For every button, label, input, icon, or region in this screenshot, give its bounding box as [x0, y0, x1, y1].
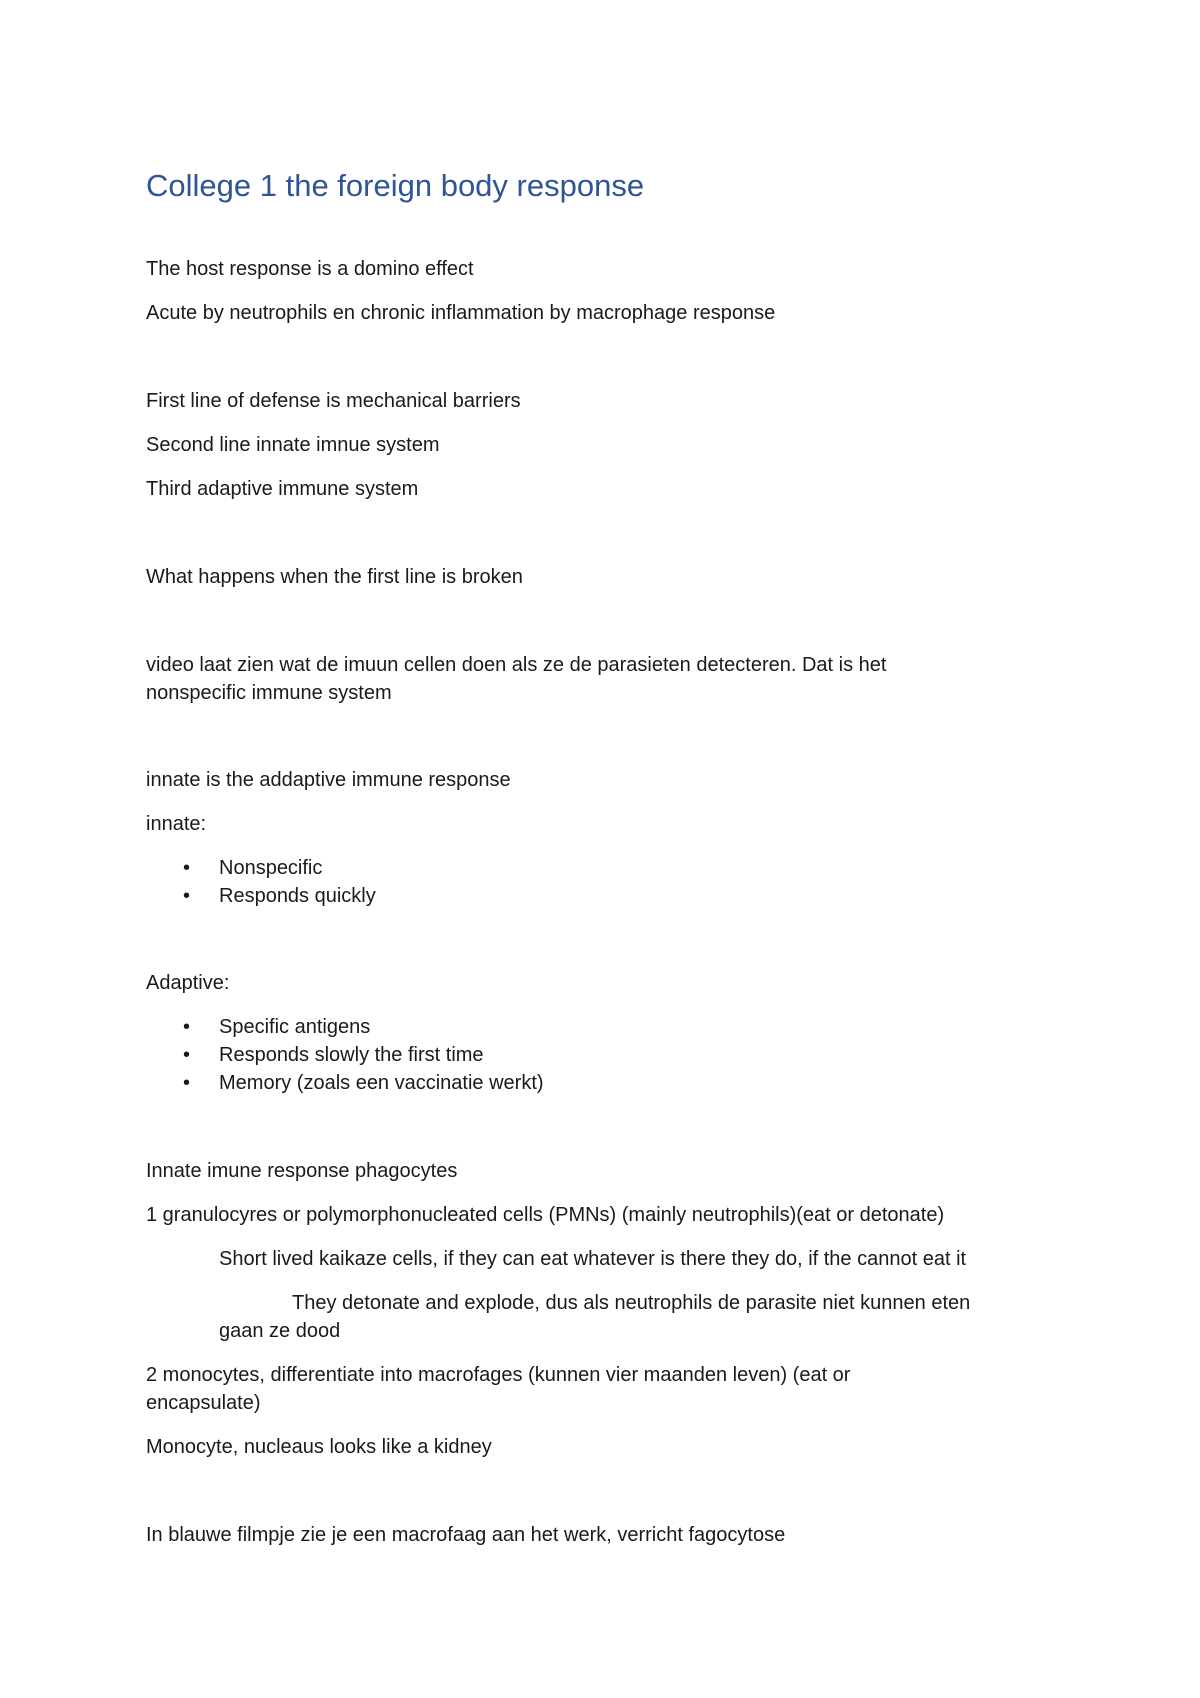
- paragraph-monocytes-line2: encapsulate): [146, 1392, 261, 1414]
- list-item: • Nonspecific: [146, 854, 376, 882]
- bullet-icon: •: [183, 1044, 191, 1066]
- paragraph-short-lived: Short lived kaikaze cells, if they can eat whatever is there they do, if the cannot eat it: [219, 1248, 967, 1270]
- innate-bullet-list: [146, 854, 376, 910]
- paragraph-granulocytes: 1 granulocyres or polymorphonucleated cells (PMNs) (mainly neutrophils)(eat or detonate): [146, 1204, 945, 1226]
- bullet-icon: •: [183, 1016, 191, 1038]
- paragraph-third-line: Third adaptive immune system: [146, 478, 419, 500]
- paragraph-monocyte-kidney: Monocyte, nucleaus looks like a kidney: [146, 1436, 492, 1458]
- heading-adaptive: Adaptive:: [146, 972, 230, 994]
- adaptive-bullet-list: [146, 1013, 544, 1097]
- paragraph-detonate-line2: gaan ze dood: [219, 1320, 341, 1342]
- bullet-icon: •: [183, 1072, 191, 1094]
- list-item: • Memory (zoals een vaccinatie werkt): [146, 1069, 544, 1097]
- paragraph-first-line: First line of defense is mechanical barriers: [146, 390, 521, 412]
- document-title: College 1 the foreign body response: [146, 168, 645, 203]
- paragraph-phagocytes: Innate imune response phagocytes: [146, 1160, 458, 1182]
- paragraph-monocytes-line1: 2 monocytes, differentiate into macrofages (kunnen vier maanden leven) (eat or: [146, 1364, 851, 1386]
- list-item: • Responds quickly: [146, 882, 376, 910]
- paragraph-innate-addaptive: innate is the addaptive immune response: [146, 769, 511, 791]
- heading-innate: innate:: [146, 813, 207, 835]
- paragraph-detonate-line1: They detonate and explode, dus als neutrophils de parasite niet kunnen eten: [292, 1292, 971, 1314]
- list-item: • Responds slowly the first time: [146, 1041, 544, 1069]
- bullet-icon: •: [183, 885, 191, 907]
- paragraph-first-line-broken: What happens when the first line is broken: [146, 566, 523, 588]
- bullet-icon: •: [183, 857, 191, 879]
- paragraph-video-line2: nonspecific immune system: [146, 682, 392, 704]
- paragraph-second-line: Second line innate imnue system: [146, 434, 440, 456]
- paragraph-blue-film: In blauwe filmpje zie je een macrofaag aan het werk, verricht fagocytose: [146, 1524, 786, 1546]
- list-item: • Specific antigens: [146, 1013, 544, 1041]
- paragraph-host-response: The host response is a domino effect: [146, 258, 474, 280]
- paragraph-video-line1: video laat zien wat de imuun cellen doen als ze de parasieten detecteren. Dat is het: [146, 654, 887, 676]
- paragraph-acute-chronic: Acute by neutrophils en chronic inflammation by macrophage response: [146, 302, 776, 324]
